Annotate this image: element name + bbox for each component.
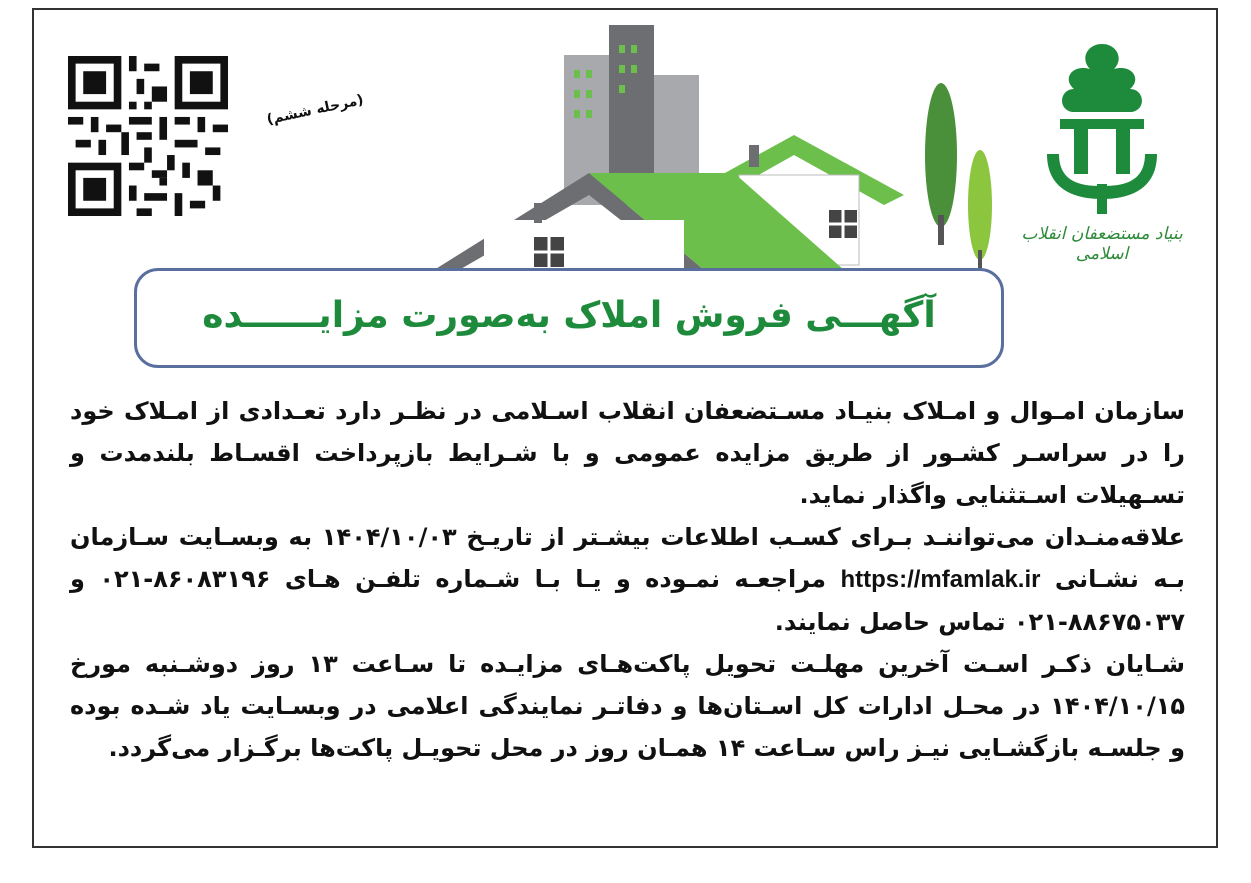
bonyad-logo-icon bbox=[1002, 34, 1202, 224]
announcement-body bbox=[70, 390, 1185, 769]
qr-code-icon bbox=[68, 50, 228, 222]
announcement-frame bbox=[32, 8, 1218, 848]
bonyad-logo bbox=[1002, 34, 1202, 264]
paragraph-deadline: شـایان ذکـر اسـت آخرین مهلـت تحویل پاکت‌هـای مزایـده تا سـاعت ۱۳ روز دوشـنبه مورخ ۱۴۰۴/۱۰/۱۵ در محـل ادارات کل اسـتان‌ها و دفاتـر نمایندگی اعلامی در وبسـایت یاد شـده بوده و جلسـه بازگشـایی نیـز راس سـاعت ۱۴ همـان روز در محل تحویـل پاکت‌ها برگـزار می‌گردد. bbox=[70, 650, 1185, 762]
announcement-title: آگهـــی فروش املاک به‌صورت مزایــــــده bbox=[202, 295, 936, 336]
paragraph-intro: سازمان امـوال و امـلاک بنیـاد مسـتضعفان انقلاب اسـلامی در نظـر دارد تعـدادی از امـلاک خود را در سراسـر کشـور از طریق مزایده عمومی و با شـرایط بازپرداخت اقسـاط بلندمدت و تسـهیلات اسـتثنایی واگذار نماید. bbox=[70, 397, 1185, 509]
stage-label: (مرحله ششم) bbox=[265, 91, 365, 129]
paragraph-contact bbox=[70, 516, 1185, 643]
contact-text-end: مراجعـه نمـوده و یـا بـا شـماره تلفـن هـای ۸۶۰۸۳۱۹۶-۰۲۱ و ۸۸۶۷۵۰۳۷-۰۲۱ تماس حاصل نمایند. bbox=[70, 565, 1185, 636]
logo-caption: بنیاد مستضعفان انقلاب اسلامی bbox=[1021, 224, 1183, 264]
houses-buildings-illustration bbox=[414, 15, 1004, 277]
title-box bbox=[134, 268, 1004, 368]
website-link[interactable]: https://mfamlak.ir bbox=[840, 566, 1041, 593]
contact-text-start: علاقه‌منـدان می‌تواننـد بـرای کسـب اطلاعات بیشـتر از تاریـخ ۱۴۰۴/۱۰/۰۳ به وبسـایت سـازمان بـه نشـانی bbox=[70, 523, 1186, 593]
